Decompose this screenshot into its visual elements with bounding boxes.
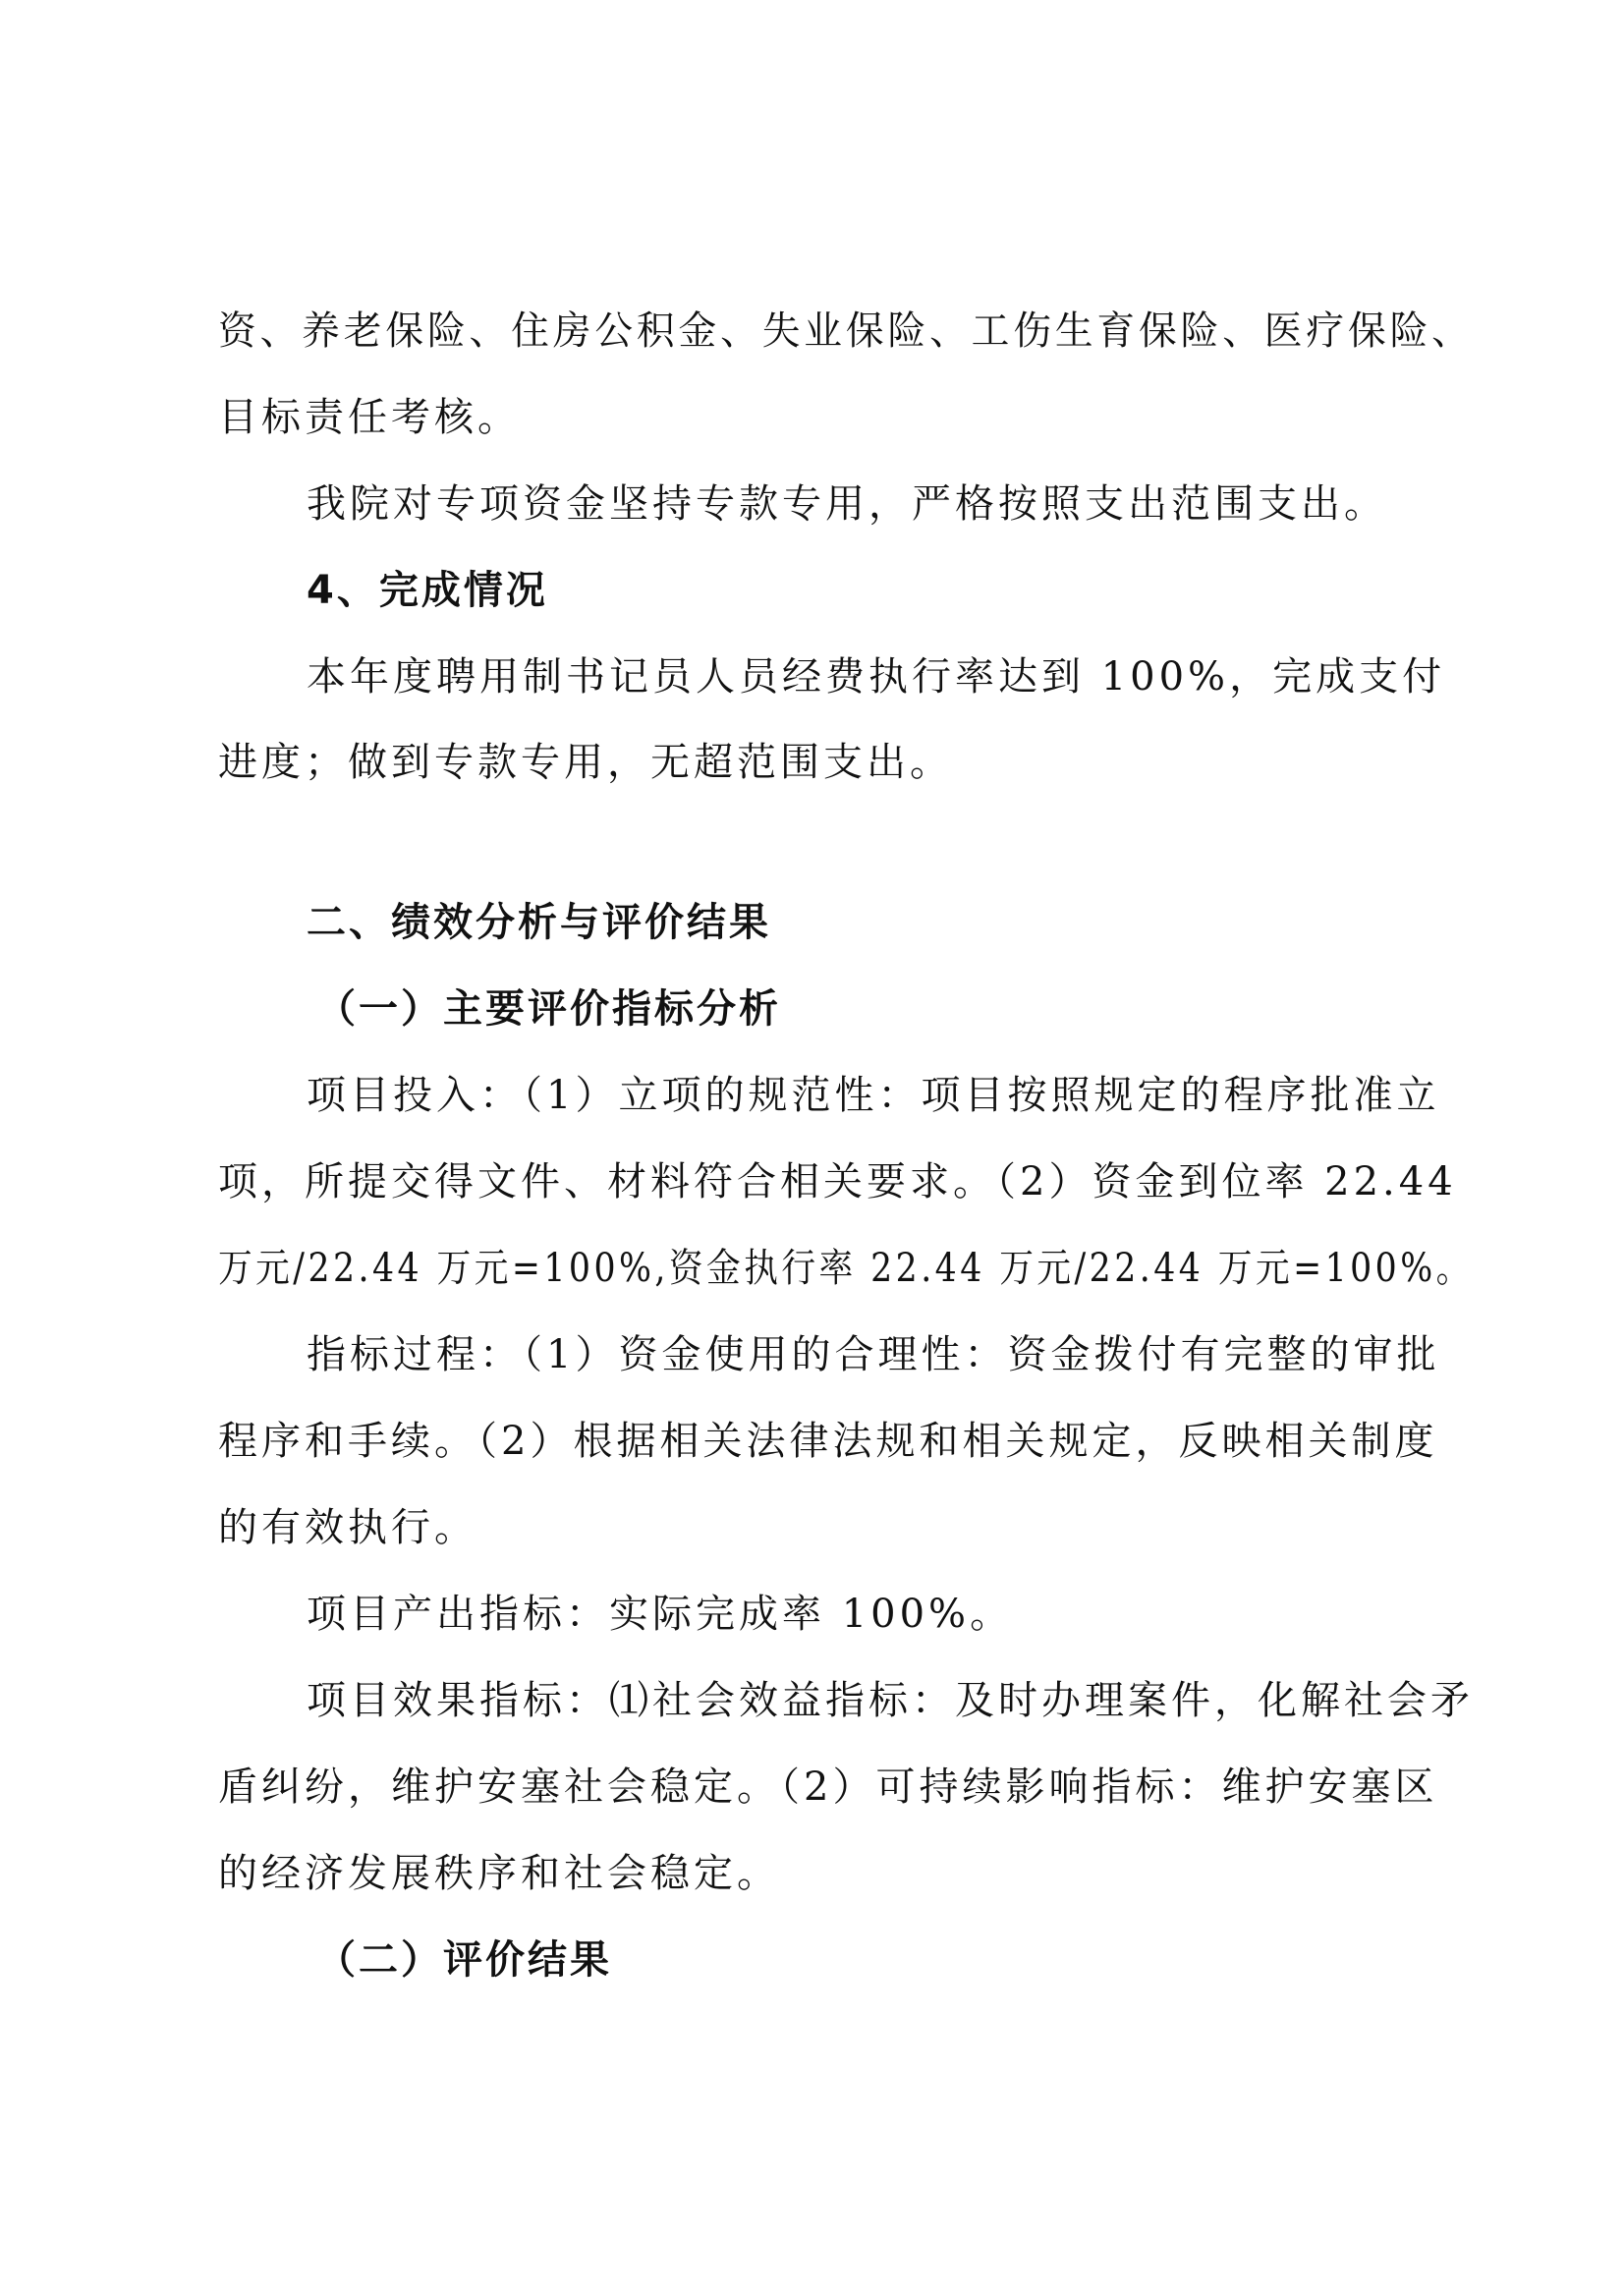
document-page: 资、养老保险、住房公积金、失业保险、工伤生育保险、医疗保险、 目标责任考核。 我院对专项资金坚持专款专用，严格按照支出范围支出。 4、完成情况 本年度聘用制书记员人员经费执行率达到 100%，完成支付 进度；做到专款专用，无超范围支出。 二、绩效分析与评价结果 （一）主要评价指标分析 项目投入：（1）立项的规范性：项目按照规定的程序批准立 项，所提交得文件、材料符合相关要求。（2）资金到位率 22.44 万元/22.44 万元=100%,资金执行率 22.44 万元/22.44 万元=100%。 指标过程：（1）资金使用的合理性：资金拨付有完整的审批 程序和手续。（2）根据相关法律法规和相关规定，反映相关制度 的有效执行。 项目产出指标：实际完成率 100%。 项目效果指标：⑴社会效益指标：及时办理案件，化解社会矛 盾纠纷，维护安塞社会稳定。（2）可持续影响指标：维护安塞区 的经济发展秩序和社会稳定。 （二）评价结果 [218,308,1474,1983]
